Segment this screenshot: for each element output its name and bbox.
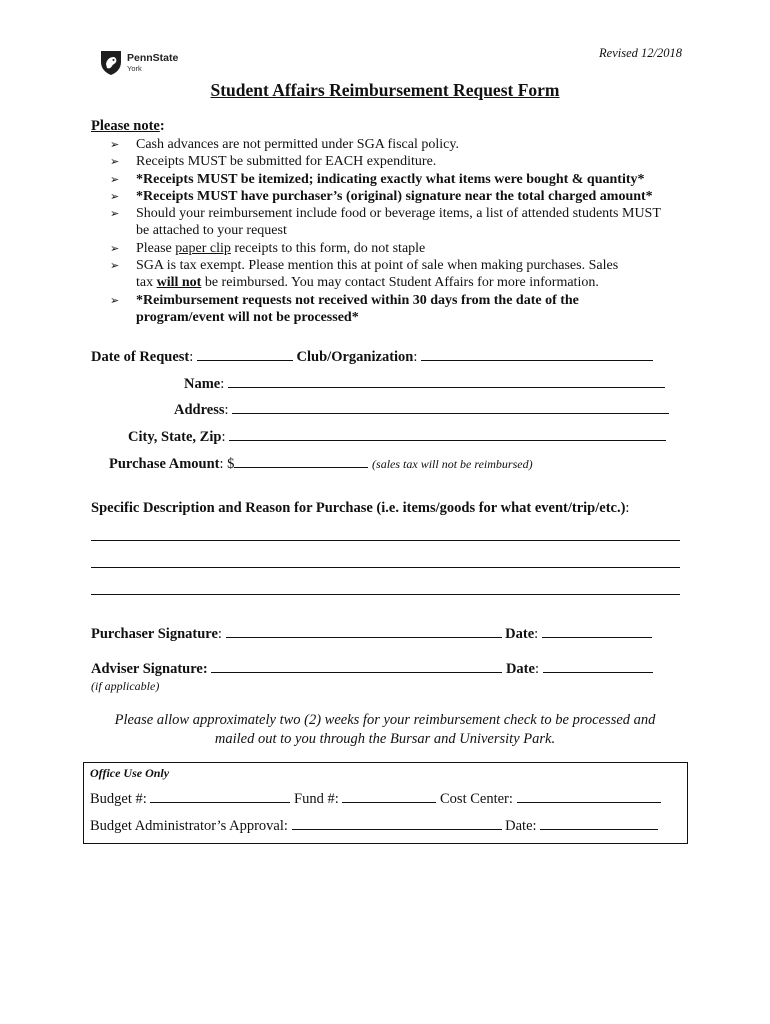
description-heading [91, 500, 629, 517]
arrow-bullet-icon: ➢ [110, 172, 120, 186]
club-label: Club/Organization [296, 349, 414, 365]
approval-date-label: Date: [505, 818, 537, 834]
if-applicable-note: (if applicable) [91, 679, 160, 693]
purchase-amount-field[interactable] [234, 455, 368, 468]
note-text: *Receipts MUST be itemized; indicating exactly what items were bought & quantity* [136, 171, 645, 187]
note-text: Receipts MUST be submitted for EACH expenditure. [136, 154, 437, 170]
arrow-bullet-icon: ➢ [110, 259, 120, 273]
arrow-bullet-icon: ➢ [110, 155, 120, 169]
budget-field[interactable] [150, 790, 290, 803]
list-item [110, 188, 690, 205]
field-colon: : [189, 349, 194, 365]
address-label: Address [174, 402, 225, 418]
fund-field[interactable] [342, 790, 436, 803]
field-colon: : [221, 429, 226, 445]
description-line-3[interactable] [91, 594, 680, 595]
note-text: Cash advances are not permitted under SGA fiscal policy. [136, 137, 459, 152]
purchase-amount-label: Purchase Amount [109, 456, 220, 472]
date-request-label: Date of Request [91, 349, 190, 365]
processing-time-note [0, 711, 770, 748]
purchase-amount-row [109, 455, 533, 473]
purchaser-date-label: Date [505, 626, 535, 642]
form-title: Student Affairs Reimbursement Request Form [210, 80, 560, 100]
club-field[interactable] [421, 348, 653, 361]
approval-date-field[interactable] [540, 817, 658, 830]
adviser-signature-row [91, 660, 653, 678]
description-label: Specific Description and Reason for Purchase (i.e. items/goods for what event/trip/etc.) [91, 500, 626, 516]
note-text: be attached to your request [136, 223, 287, 239]
note-text: SGA is tax exempt. Please mention this at point of sale when making purchases. Sales [136, 258, 619, 274]
approval-field[interactable] [292, 817, 502, 830]
will-not-emphasis: will not [156, 275, 202, 291]
description-colon: : [625, 500, 630, 516]
note-text: receipts to this form, do not staple [230, 240, 426, 256]
list-item [110, 171, 690, 188]
arrow-bullet-icon: ➢ [110, 207, 120, 221]
approval-row [90, 817, 658, 835]
name-label: Name [184, 376, 221, 392]
processing-note-line-2: mailed out to you through the Bursar and University Park. [214, 730, 556, 747]
note-text: tax [136, 275, 157, 291]
cost-center-field[interactable] [517, 790, 661, 803]
processing-note-line-1: Please allow approximately two (2) weeks for your reimbursement check to be processed and [114, 712, 656, 728]
adviser-date-label: Date [505, 661, 535, 677]
purchaser-signature-row [91, 625, 652, 643]
field-colon: : [534, 626, 539, 642]
field-colon: : [534, 661, 539, 677]
date-request-row [91, 348, 653, 366]
list-item [110, 153, 690, 170]
please-note-colon: : [159, 118, 165, 134]
office-use-title: Office Use Only [90, 766, 170, 780]
note-text: Please [136, 240, 176, 256]
purchaser-signature-field[interactable] [226, 625, 502, 638]
logo-name: PennState [127, 52, 179, 64]
adviser-signature-label: Adviser Signature: [91, 661, 208, 677]
purchaser-signature-label: Purchaser Signature [91, 626, 218, 642]
name-row [184, 375, 665, 393]
arrow-bullet-icon: ➢ [110, 293, 120, 307]
arrow-bullet-icon: ➢ [110, 138, 120, 151]
note-text: *Receipts MUST have purchaser’s (original) signature near the total charged amount* [136, 188, 653, 204]
purchaser-date-field[interactable] [542, 625, 652, 638]
city-label: City, State, Zip [128, 429, 222, 445]
note-text: Should your reimbursement include food or beverage items, a list of attended students MUST [136, 206, 661, 222]
list-item [110, 257, 690, 292]
please-note-label: Please note [91, 118, 160, 134]
note-text: *Reimbursement requests not received within 30 days from the date of the [136, 292, 579, 308]
revised-date: Revised 12/2018 [599, 46, 682, 60]
address-row [174, 401, 669, 419]
sales-tax-note: (sales tax will not be reimbursed) [372, 457, 533, 471]
list-item [110, 136, 690, 153]
note-text: be reimbursed. You may contact Student Affairs for more information. [201, 275, 599, 291]
notes-list [110, 136, 690, 326]
adviser-signature-field[interactable] [211, 660, 502, 673]
field-colon: : [413, 349, 418, 365]
arrow-bullet-icon: ➢ [110, 189, 120, 203]
field-colon: : [224, 402, 229, 418]
note-text: program/event will not be processed* [136, 309, 359, 325]
description-line-1[interactable] [91, 540, 680, 541]
nittany-lion-shield-icon [100, 50, 122, 76]
date-request-field[interactable] [197, 348, 293, 361]
name-field[interactable] [228, 375, 665, 388]
list-item [110, 292, 690, 327]
office-use-box [83, 762, 688, 844]
list-item [110, 205, 690, 240]
paper-clip-emphasis: paper clip [175, 240, 231, 256]
fund-label: Fund #: [294, 791, 339, 807]
please-note-heading [91, 118, 165, 135]
adviser-date-field[interactable] [543, 660, 653, 673]
penn-state-logo [100, 50, 200, 78]
budget-label: Budget #: [90, 791, 147, 807]
address-field[interactable] [232, 401, 669, 414]
city-field[interactable] [229, 428, 666, 441]
budget-row [90, 790, 661, 808]
list-item [110, 240, 690, 257]
approval-label: Budget Administrator’s Approval: [90, 818, 288, 834]
cost-center-label: Cost Center: [440, 791, 513, 807]
field-colon: : [220, 376, 225, 392]
city-row [128, 428, 666, 446]
field-colon: : [219, 456, 224, 472]
logo-campus: York [127, 64, 142, 73]
field-colon: : [217, 626, 222, 642]
arrow-bullet-icon: ➢ [110, 241, 120, 255]
description-line-2[interactable] [91, 567, 680, 568]
currency-symbol: $ [227, 456, 235, 472]
